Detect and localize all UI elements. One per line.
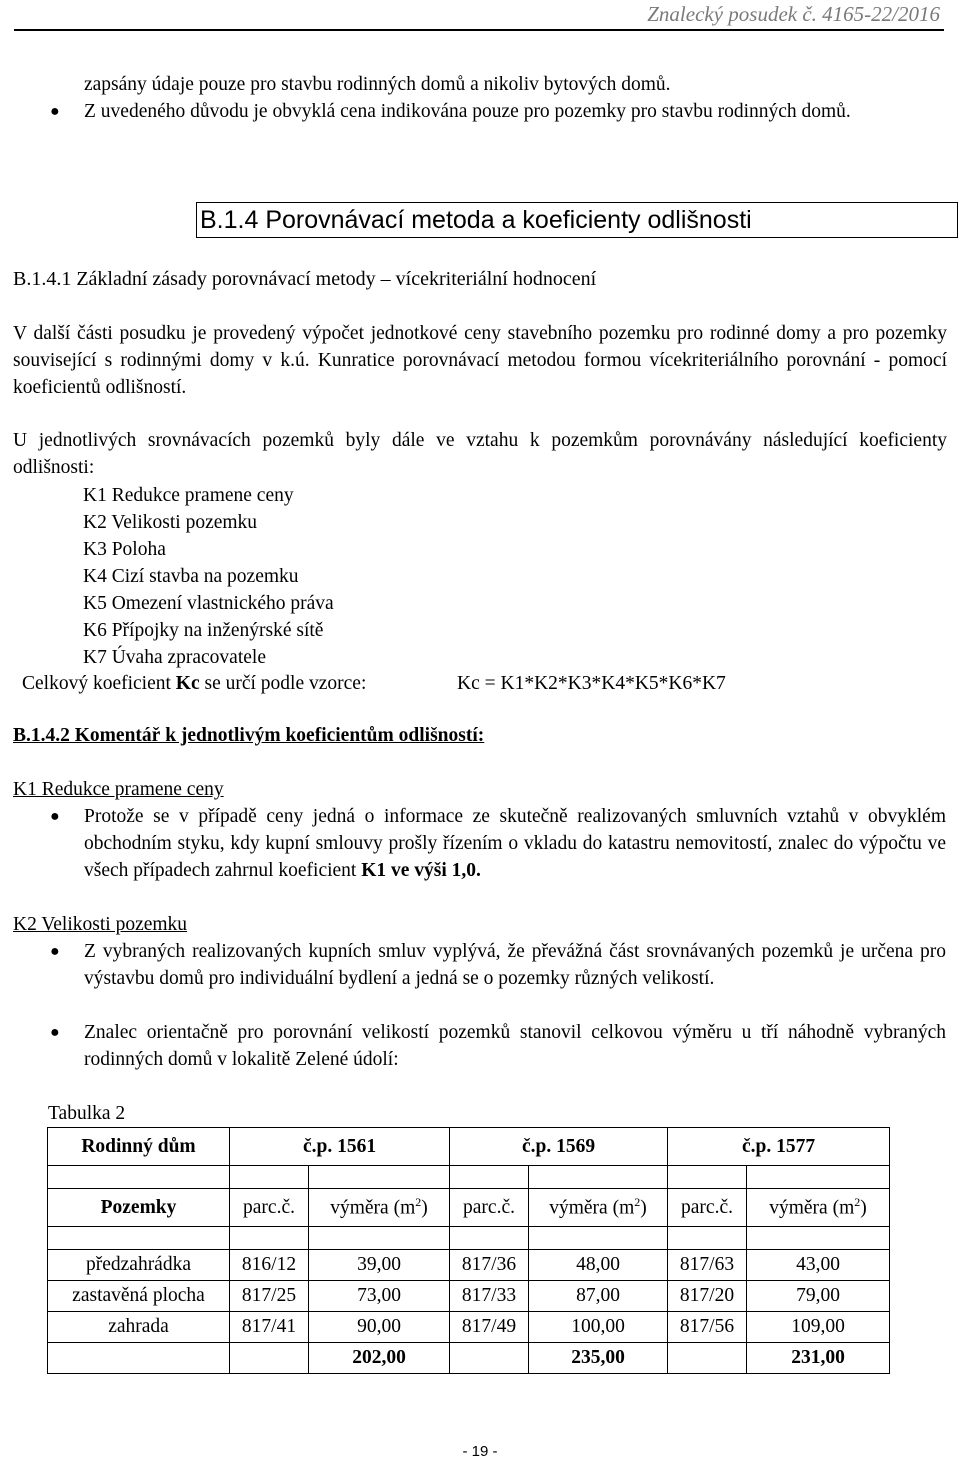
col-area: výměra $(m^2)$ (747, 1189, 890, 1227)
bullet-icon: ● (50, 943, 60, 960)
table-cell: 817/36 (450, 1250, 529, 1281)
k1-heading: K1 Redukce pramene ceny (13, 779, 224, 800)
formula-label: Celkový koeficient (22, 673, 171, 694)
table-cell: 817/20 (668, 1281, 747, 1312)
header-title: Znalecký posudek č. 4165-22/2016 (647, 2, 940, 26)
bullet-icon: ● (50, 103, 60, 120)
header-rule (14, 29, 944, 31)
section-title: B.1.4 Porovnávací metoda a koeficienty odlišnosti (200, 206, 752, 234)
formula-kc: Kc (175, 673, 200, 694)
land-label: Pozemky (48, 1189, 230, 1227)
total-cell: 231,00 (747, 1343, 890, 1374)
formula: Kc = K1*K2*K3*K4*K5*K6*K7 (457, 673, 726, 694)
table-cell: 87,00 (529, 1281, 668, 1312)
table-spacer-row (48, 1227, 890, 1250)
bullet-icon: ● (50, 1024, 60, 1041)
table-cell: 816/12 (230, 1250, 309, 1281)
col-parc: parc.č. (230, 1189, 309, 1227)
comment-heading: B.1.4.2 Komentář k jednotlivým koeficientům odlišností: (13, 725, 485, 746)
k2-bullet-2: Znalec orientačně pro porovnání velikostí pozemků stanovil celkovou výměru u tří náhodně vybraných rodinných domů v lokalitě Zelené údolí: (84, 1022, 946, 1070)
table-cell: 817/33 (450, 1281, 529, 1312)
coefficient-item: K3 Poloha (83, 539, 166, 560)
row-label: zahrada (48, 1312, 230, 1343)
k2-bullet-1: Z vybraných realizovaných kupních smluv vyplývá, že převážná část srovnávaných pozemků je určena pro výstavbu domů pro individuální bydlení a jedná se o pozemky různých velikostí. (84, 941, 946, 989)
paragraph-method: V další části posudku je provedený výpočet jednotkové ceny stavebního pozemku pro rodinné domy a pro pozemky související s rodinnými domy v k.ú. Kunratice porovnávací metodou formou vícekriteriálního porovnání - pomocí koeficientů odlišností. (13, 323, 947, 398)
continuation-text: zapsány údaje pouze pro stavbu rodinných domů a nikoliv bytových domů. (84, 74, 671, 95)
subheading: B.1.4.1 Základní zásady porovnávací metody – vícekriteriální hodnocení (13, 268, 597, 290)
total-cell: 202,00 (309, 1343, 450, 1374)
col-area: výměra $(m^2)$ (309, 1189, 450, 1227)
page-number: - 19 - (462, 1443, 498, 1460)
table-caption: Tabulka 2 (48, 1103, 126, 1124)
table-cell: 817/56 (668, 1312, 747, 1343)
table-cell: 90,00 (309, 1312, 450, 1343)
table-row (48, 1250, 890, 1281)
k1-value: K1 ve výši 1,0. (361, 860, 481, 881)
table-spacer-row (48, 1166, 890, 1189)
table-subheader-row (48, 1189, 890, 1227)
col-parc: parc.č. (668, 1189, 747, 1227)
coefficient-item: K4 Cizí stavba na pozemku (83, 566, 299, 587)
col-area: výměra $(m^2)$ (529, 1189, 668, 1227)
row-label: zastavěná plocha (48, 1281, 230, 1312)
table-cell: 109,00 (747, 1312, 890, 1343)
row-label: předzahrádka (48, 1250, 230, 1281)
k2-heading: K2 Velikosti pozemku (13, 914, 188, 935)
table-cell: 817/63 (668, 1250, 747, 1281)
house-label: Rodinný dům (48, 1128, 230, 1166)
table-cell: 817/25 (230, 1281, 309, 1312)
table-cell: 817/49 (450, 1312, 529, 1343)
table-header-row (48, 1128, 890, 1166)
k1-text (84, 803, 946, 884)
coefficient-item: K7 Úvaha zpracovatele (83, 647, 266, 668)
table-cell: 43,00 (747, 1250, 890, 1281)
coefficient-item: K6 Přípojky na inženýrské sítě (83, 620, 324, 641)
paragraph-coefficients: U jednotlivých srovnávacích pozemků byly dále ve vztahu k pozemkům porovnávány následující koeficienty odlišnosti: (13, 430, 947, 478)
comparison-table (47, 1127, 890, 1374)
formula-tail: se určí podle vzorce: (204, 673, 367, 694)
table-cell: 39,00 (309, 1250, 450, 1281)
coefficient-list (83, 482, 334, 671)
table-cell: 817/41 (230, 1312, 309, 1343)
table-cell: 73,00 (309, 1281, 450, 1312)
bullet-icon: ● (50, 808, 60, 825)
table-row (48, 1312, 890, 1343)
house-number: č.p. 1577 (668, 1128, 890, 1166)
coefficient-item: K5 Omezení vlastnického práva (83, 593, 334, 614)
table-total-row (48, 1343, 890, 1374)
house-number: č.p. 1561 (230, 1128, 450, 1166)
coefficient-item: K1 Redukce pramene ceny (83, 485, 294, 506)
intro-bullet-text: Z uvedeného důvodu je obvyklá cena indikována pouze pro pozemky pro stavbu rodinných domů. (84, 101, 851, 122)
house-number: č.p. 1569 (450, 1128, 668, 1166)
col-parc: parc.č. (450, 1189, 529, 1227)
table-cell: 48,00 (529, 1250, 668, 1281)
k1-body: Protože se v případě ceny jedná o informace ze skutečně realizovaných smluvních vztahů v obvyklém obchodním styku, kdy kupní smlouvy prošly řízením o vkladu do katastru nemovitostí, znalec do výpočtu ve všech případech zahrnul koeficient (84, 806, 946, 881)
table-cell: 100,00 (529, 1312, 668, 1343)
formula-line (22, 670, 366, 697)
total-cell: 235,00 (529, 1343, 668, 1374)
coefficient-item: K2 Velikosti pozemku (83, 512, 258, 533)
table-cell: 79,00 (747, 1281, 890, 1312)
table-row (48, 1281, 890, 1312)
